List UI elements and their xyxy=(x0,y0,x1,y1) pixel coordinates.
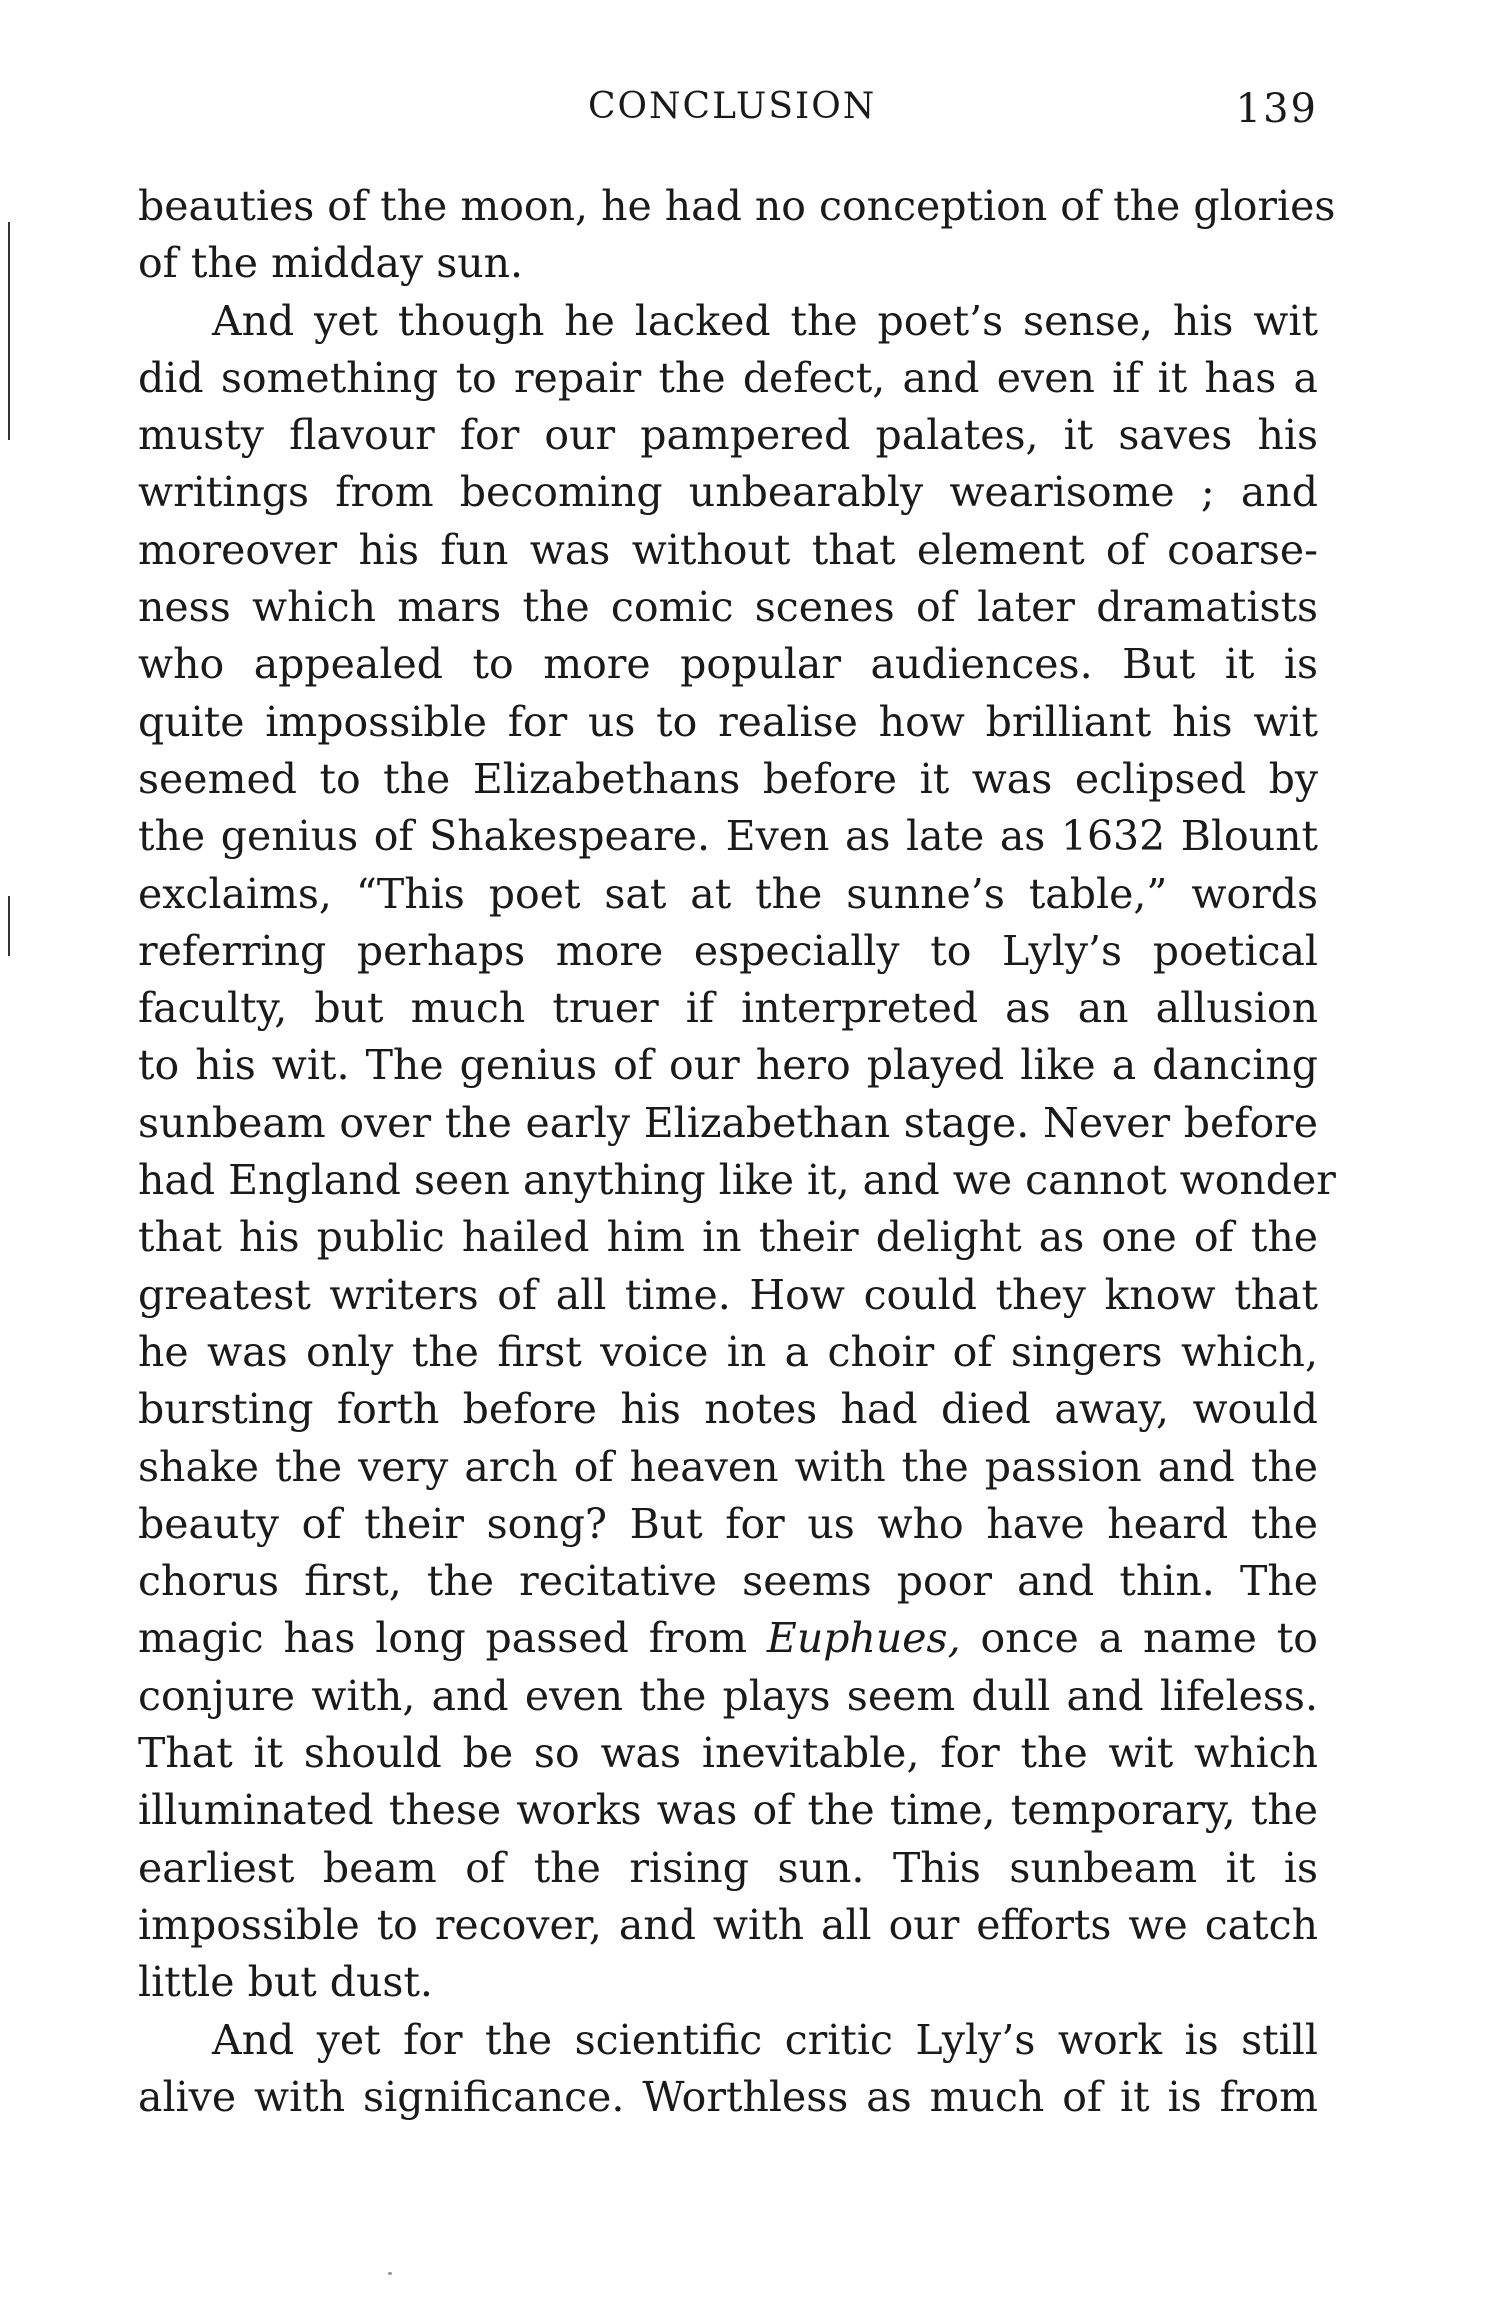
text-line: of the midday sun. xyxy=(138,239,524,288)
page-number: 139 xyxy=(1235,86,1318,132)
text-line: sunbeam over the early Elizabethan stage. Never before xyxy=(138,1098,1318,1147)
text-line: referring perhaps more especially to Lyly’s poetical xyxy=(138,926,1318,975)
text-line: illuminated these works was of the time, temporary, the xyxy=(138,1786,1318,1835)
print-speck xyxy=(388,2272,392,2275)
text-segment: once a name to xyxy=(980,1614,1318,1663)
text-line: quite impossible for us to realise how brilliant his wit xyxy=(138,697,1318,746)
text-line: beauty of their song? But for us who have heard the xyxy=(138,1499,1318,1548)
margin-mark xyxy=(8,222,10,440)
text-line: faculty, but much truer if interpreted as an allusion xyxy=(138,984,1318,1033)
text-line: had England seen anything like it, and we cannot wonder xyxy=(138,1156,1336,1205)
text-line: That it should be so was inevitable, for the wit which xyxy=(138,1729,1318,1778)
text-line: impossible to recover, and with all our efforts we catch xyxy=(138,1900,1318,1949)
running-head xyxy=(138,86,1318,146)
paragraph xyxy=(138,2012,1318,2127)
text-line: who appealed to more popular audiences. But it is xyxy=(138,640,1318,689)
text-line: earliest beam of the rising sun. This sunbeam it is xyxy=(138,1843,1318,1892)
text-line: did something to repair the defect, and even if it has a xyxy=(138,353,1318,402)
book-title: Euphues, xyxy=(766,1614,961,1663)
text-line: exclaims, “This poet sat at the sunne’s table,” words xyxy=(138,869,1318,918)
text-line: to his wit. The genius of our hero played like a dancing xyxy=(138,1041,1318,1090)
text-line: he was only the first voice in a choir of singers which, xyxy=(138,1327,1318,1376)
text-line: shake the very arch of heaven with the passion and the xyxy=(138,1442,1318,1491)
text-line: seemed to the Elizabethans before it was eclipsed by xyxy=(138,754,1318,803)
text-segment: magic has long passed from xyxy=(138,1614,748,1663)
text-line: that his public hailed him in their delight as one of the xyxy=(138,1213,1318,1262)
text-line: moreover his fun was without that element of coarse- xyxy=(138,525,1318,574)
text-line: ness which mars the comic scenes of later dramatists xyxy=(138,583,1318,632)
text-line: little but dust. xyxy=(138,1958,433,2007)
text-line: chorus first, the recitative seems poor and thin. The xyxy=(138,1557,1318,1606)
body-text xyxy=(138,178,1336,2126)
text-line: beauties of the moon, he had no conception of the glories xyxy=(138,182,1336,230)
text-line: bursting forth before his notes had died away, would xyxy=(138,1385,1318,1434)
text-line: writings from becoming unbearably wearisome ; and xyxy=(138,468,1318,517)
text-line xyxy=(138,1610,1318,1667)
paragraph xyxy=(138,293,1336,2012)
text-line: conjure with, and even the plays seem dull and lifeless. xyxy=(138,1671,1318,1720)
text-line: the genius of Shakespeare. Even as late as 1632 Blount xyxy=(138,812,1318,861)
text-line: And yet though he lacked the poet’s sense, his wit xyxy=(212,296,1318,345)
paragraph xyxy=(138,178,1336,293)
text-line: And yet for the scientific critic Lyly’s work is still xyxy=(212,2015,1318,2064)
text-line: musty flavour for our pampered palates, it saves his xyxy=(138,411,1318,460)
chapter-title: CONCLUSION xyxy=(588,86,877,127)
text-line: greatest writers of all time. How could they know that xyxy=(138,1270,1318,1319)
text-line: alive with significance. Worthless as much of it is from xyxy=(138,2072,1318,2121)
margin-mark xyxy=(8,896,10,956)
